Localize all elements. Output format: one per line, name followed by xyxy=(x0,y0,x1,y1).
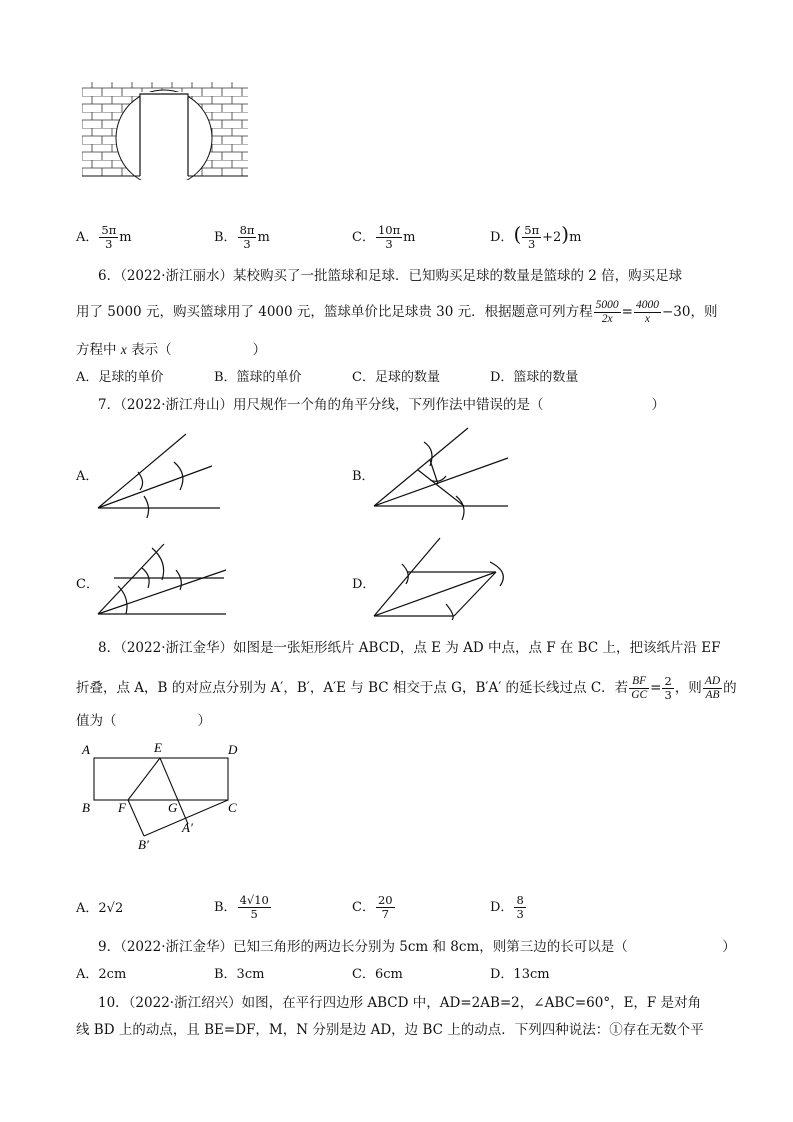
q7-option-c-label: C． xyxy=(76,577,99,592)
q9-option-c: C．6cm xyxy=(352,967,403,982)
q7-figure-d xyxy=(372,536,518,620)
q7-option-b-label: B． xyxy=(352,469,375,484)
q8-label-g: G xyxy=(168,800,178,815)
q6-line-2: 用了 5000 元，购买篮球用了 4000 元，篮球单价比足球贵 30 元．根据题意可列方程 $\frac{5000}{2x}$ = $\frac{4000}{x}$ −30，则 xyxy=(76,299,718,325)
q8-label-b: B xyxy=(82,800,90,815)
q5-figure-brick-arch xyxy=(82,80,248,180)
q8-label-f: F xyxy=(118,800,126,815)
q7-figure-a xyxy=(96,428,226,518)
q5-option-d: D．( $\frac{5\pi}{3}$ +2)m xyxy=(490,222,582,251)
q8-figure-rectangle-fold xyxy=(78,736,248,854)
q8-option-a: A．2√2 xyxy=(76,901,124,916)
q7-figure-c xyxy=(96,540,228,620)
q8-label-b-prime: B′ xyxy=(138,837,149,852)
q5-option-a: A． $\frac{5\pi}{3}$ m xyxy=(76,223,132,251)
q7-option-d-label: D． xyxy=(352,577,376,592)
q7-figure-b xyxy=(372,424,512,520)
q7-line-1: 7．（2022·浙江舟山）用尺规作一个角的角平分线，下列作法中错误的是（ ） xyxy=(98,397,665,413)
q9-option-b: B．3cm xyxy=(214,967,265,982)
q9-option-a: A．2cm xyxy=(76,967,127,982)
q8-label-a-prime: A′ xyxy=(182,820,193,835)
q8-option-c: C． $\frac{20}{7}$ xyxy=(352,893,393,921)
q5-option-b: B． $\frac{8\pi}{3}$ m xyxy=(214,223,270,251)
q9-option-d: D．13cm xyxy=(490,967,550,982)
q10-line-2: 线 BD 上的动点，且 BE=DF，M，N 分别是边 AD，边 BC 上的动点．下列四种说法：①存在无数个平 xyxy=(76,1022,704,1038)
q7-option-a-label: A． xyxy=(76,469,99,484)
q8-line-3: 值为（ ） xyxy=(76,713,211,729)
q8-option-d: D． $\frac{8}{3}$ xyxy=(490,893,524,921)
q6-option-d: D．篮球的数量 xyxy=(490,370,579,385)
q8-label-a: A xyxy=(82,742,90,757)
q5-option-c: C． $\frac{10\pi}{3}$ m xyxy=(352,223,416,251)
q8-option-b: B． $\frac{4√10}{5}$ xyxy=(214,893,269,921)
q6-line-3: 方程中 x 表示（ ） xyxy=(76,342,267,358)
q6-option-c: C．足球的数量 xyxy=(352,370,440,385)
q10-line-1: 10．（2022·浙江绍兴）如图，在平行四边形 ABCD 中，AD=2AB=2，∠ABC=60°，E，F 是对角 xyxy=(98,995,702,1011)
q8-label-e: E xyxy=(154,740,162,755)
q6-option-b: B．篮球的单价 xyxy=(214,370,302,385)
q6-line-1: 6．（2022·浙江丽水）某校购买了一批篮球和足球．已知购买足球的数量是篮球的 2 倍，购买足球 xyxy=(98,268,683,284)
q6-option-a: A．足球的单价 xyxy=(76,370,164,385)
q9-line-1: 9．（2022·浙江金华）已知三角形的两边长分别为 5cm 和 8cm，则第三边的长可以是（ ） xyxy=(98,939,736,955)
q8-label-c: C xyxy=(228,800,237,815)
q8-label-d: D xyxy=(228,742,238,757)
q8-line-1: 8．（2022·浙江金华）如图是一张矩形纸片 ABCD，点 E 为 AD 中点，点 F 在 BC 上，把该纸片沿 EF xyxy=(98,640,721,656)
q8-line-2: 折叠，点 A，B 的对应点分别为 A′，B′，A′E 与 BC 相交于点 G，B′A′ 的延长线过点 C．若 $\frac{BF}{GC}$ = $\frac{2}{3}$ ，则 $\frac{AD}{AB}$ 的 xyxy=(76,674,737,702)
